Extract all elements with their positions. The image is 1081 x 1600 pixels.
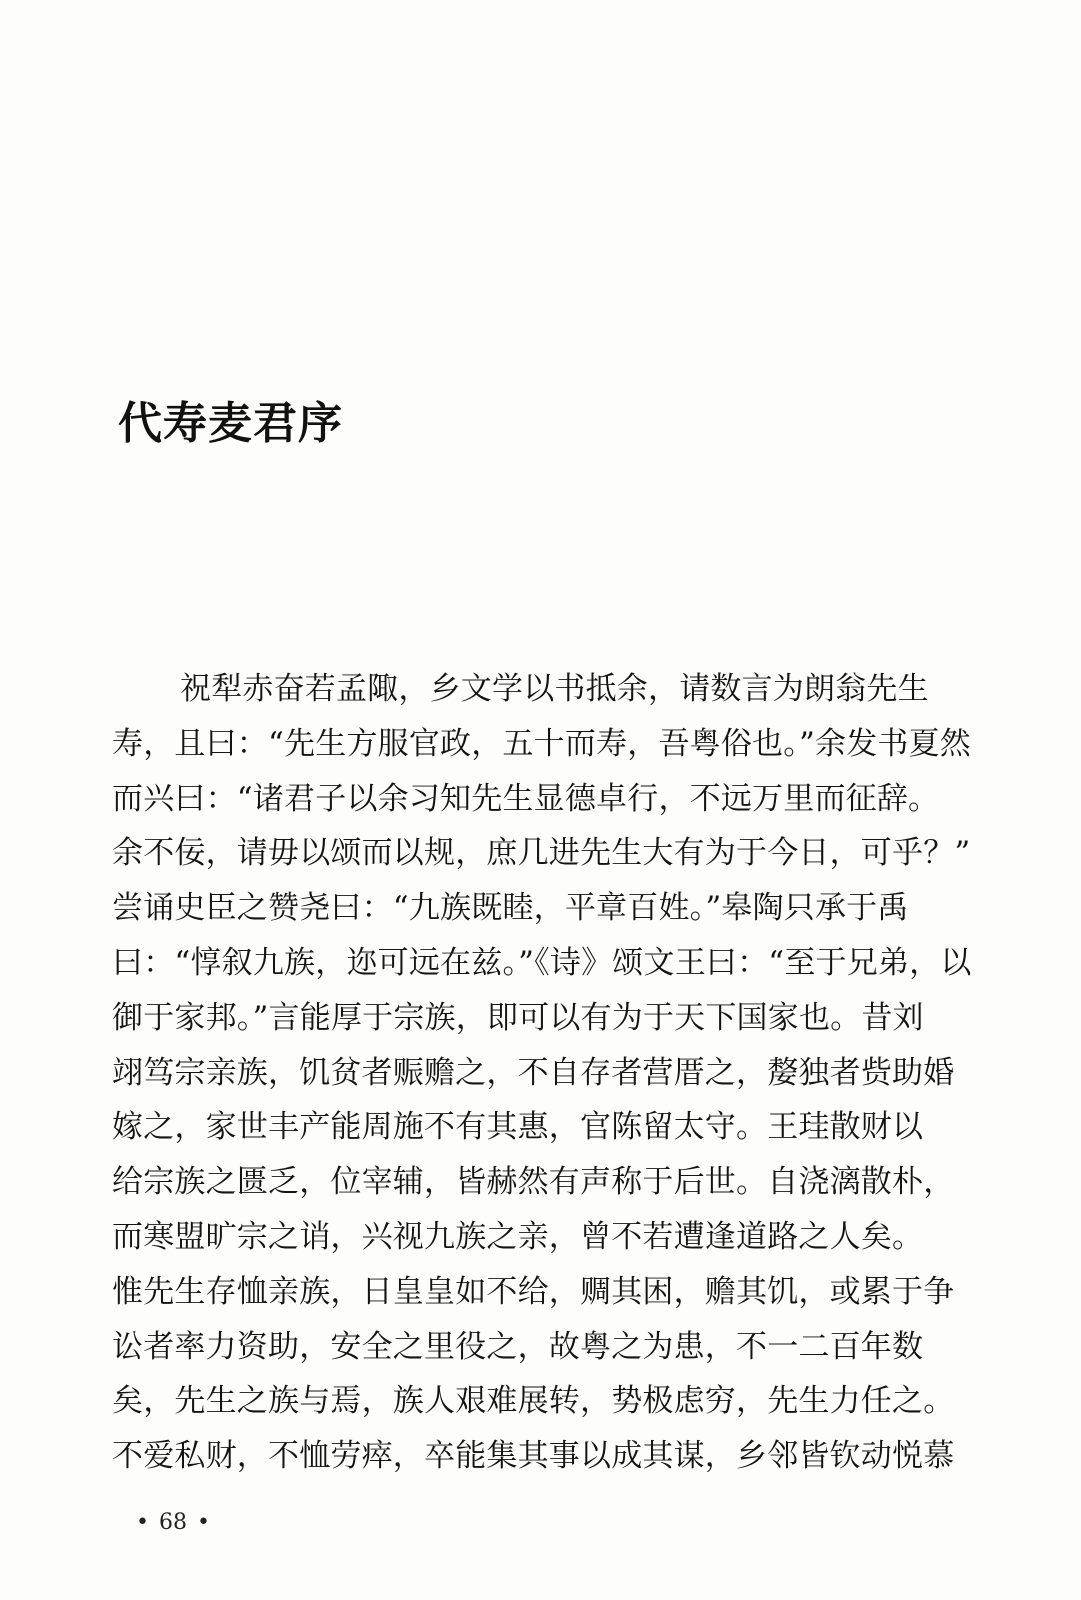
page-number <box>126 1508 220 1538</box>
text-line: 惟先生存恤亲族，日皇皇如不给，赒其困，赡其饥，或累于争 <box>112 1273 955 1310</box>
text-line: 而兴曰：“诸君子以余习知先生显德卓行，不远万里而征辞。 <box>112 780 940 817</box>
text-line: 御于家邦。”言能厚于宗族，即可以有为于天下国家也。昔刘 <box>112 999 924 1036</box>
text-line: 余不佞，请毋以颂而以规，庶几进先生大有为于今日，可乎？” <box>112 835 971 872</box>
text-line: 翊笃宗亲族，饥贫者赈赡之，不自存者营厝之，嫠独者赀助婚 <box>112 1054 955 1091</box>
body-text <box>112 662 972 1484</box>
text-line: 矣，先生之族与焉，族人艰难展转，势极虑穷，先生力任之。 <box>112 1383 955 1420</box>
page-number-value: 68 <box>158 1510 187 1535</box>
text-line: 而寒盟旷宗之诮，兴视九族之亲，曾不若遭逢道路之人矣。 <box>112 1218 924 1255</box>
text-line: 不爱私财，不恤劳瘁，卒能集其事以成其谋，乡邻皆钦动悦慕 <box>112 1438 955 1475</box>
text-line: 寿，且曰：“先生方服官政，五十而寿，吾粤俗也。”余发书夏然 <box>112 725 971 762</box>
text-line: 嫁之，家世丰产能周施不有其惠，官陈留太守。王珪散财以 <box>112 1109 924 1146</box>
folio-dot-left: • <box>136 1510 149 1535</box>
text-line: 给宗族之匮乏，位宰辅，皆赫然有声称于后世。自浇漓散朴， <box>112 1164 955 1201</box>
folio-dot-right: • <box>196 1510 210 1535</box>
text-line: 讼者率力资助，安全之里役之，故粤之为患，不一二百年数 <box>112 1328 924 1365</box>
text-line: 曰：“惇叙九族，迩可远在兹。”《诗》颂文王曰：“至于兄弟，以 <box>112 944 972 981</box>
text-line: 祝犁赤奋若孟陬，乡文学以书抵余，请数言为朗翁先生 <box>180 671 929 707</box>
page-title: 代寿麦君序 <box>118 398 343 449</box>
text-line: 尝诵史臣之赞尧曰：“九族既睦，平章百姓。”皋陶只承于禹 <box>112 890 909 927</box>
